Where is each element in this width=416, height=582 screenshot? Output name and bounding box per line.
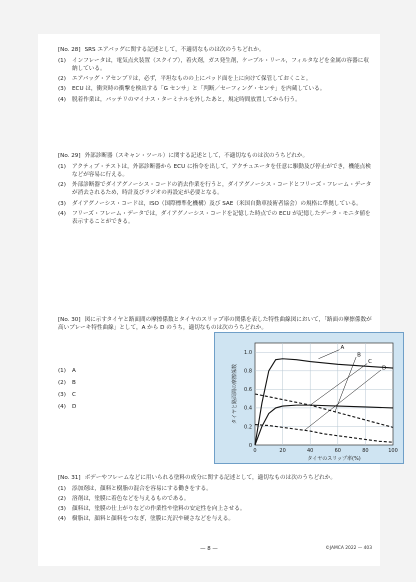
option-mark: (3) xyxy=(58,392,66,398)
option[interactable] xyxy=(58,57,374,73)
option-mark: (1) xyxy=(58,58,66,65)
option[interactable] xyxy=(58,85,374,93)
series-label-d: D xyxy=(381,365,387,372)
option[interactable] xyxy=(58,96,374,104)
option[interactable] xyxy=(58,75,374,83)
option-mark: (4) xyxy=(58,404,66,410)
question-number: [No. 30] xyxy=(58,317,81,323)
option-text: 樹脂は，顔料と顔料をつなぎ，塗膜に光沢や硬さなどを与える。 xyxy=(72,516,234,523)
exam-page xyxy=(38,34,398,566)
option-text: 脱着作業は，バッテリのマイナス・ターミナルを外したあと，規定時間放置してから行う。 xyxy=(72,96,301,103)
option[interactable] xyxy=(58,181,374,197)
option-text: 顔料は，塗膜の仕上がりなどの作業性や塗料の安定性を向上させる。 xyxy=(72,506,246,513)
option[interactable] xyxy=(58,368,128,374)
option[interactable] xyxy=(58,163,374,179)
option-text: B xyxy=(72,380,76,386)
question-29 xyxy=(58,152,374,228)
x-tick-label: 80 xyxy=(362,448,369,454)
option-mark: (2) xyxy=(58,496,66,503)
option[interactable] xyxy=(58,210,374,226)
option[interactable] xyxy=(58,200,374,208)
option[interactable] xyxy=(58,404,128,410)
series-label-a: A xyxy=(340,345,345,352)
option-text: 外部診断器でダイアグノーシス・コードの消去作業を行うと，ダイアグノーシス・コードとフリーズ・フレーム・データが消去されるため，時計及びラジオの再設定が必要となる。 xyxy=(72,182,372,197)
y-tick-label: 0.8 xyxy=(244,368,252,375)
x-axis-label: タイヤのスリップ率(%) xyxy=(307,456,361,462)
series-label-c: C xyxy=(368,359,373,366)
copyright-note: ©JAMCA 2022 — 403 xyxy=(325,546,372,551)
option-mark: (1) xyxy=(58,486,66,493)
question-31 xyxy=(58,474,374,526)
y-tick-label: 0.6 xyxy=(244,387,252,394)
option-mark: (3) xyxy=(58,200,66,207)
y-tick-label: 0.2 xyxy=(244,424,252,431)
option-mark: (2) xyxy=(58,182,66,189)
option-text: A xyxy=(72,368,76,374)
option-text: アクティブ・テストは，外部診断器から ECU に指令を出して，アクチュエータを任意に駆動及び停止ができ，機能点検などが容易に行える。 xyxy=(72,164,371,179)
option[interactable] xyxy=(58,392,128,398)
y-axis-label: タイヤと路面間の摩擦係数 xyxy=(232,364,238,424)
plot-area xyxy=(255,343,393,445)
y-tick-label: 0.4 xyxy=(244,405,252,412)
option[interactable] xyxy=(58,495,374,503)
question-number: [No. 28] xyxy=(58,47,81,53)
question-stem: 外部診断器（スキャン・ツール）に関する記述として，不適切なものは次のうちどれか。 xyxy=(84,153,309,159)
option-text: 添加剤は，顔料と樹脂の混合を容易にする働きをする。 xyxy=(72,486,212,493)
y-tick-label: 0 xyxy=(248,442,252,449)
option-text: C xyxy=(72,392,76,398)
chart-svg xyxy=(215,333,405,465)
x-tick-label: 40 xyxy=(307,448,314,454)
question-stem: SRS エアバッグに関する記述として，不適切なものは次のうちどれか。 xyxy=(84,47,265,53)
option-text: D xyxy=(72,404,77,410)
option-mark: (3) xyxy=(58,506,66,513)
option-text: ダイアグノーシス・コードは，ISO（国際標準化機構）及び SAE（米国自動車技術者協会）の規格に準拠している。 xyxy=(72,200,362,207)
friction-slip-chart xyxy=(214,332,404,464)
question-28 xyxy=(58,46,374,106)
option-mark: (2) xyxy=(58,380,66,386)
page-number: — 8 — xyxy=(200,546,218,552)
y-tick-label: 1.0 xyxy=(244,350,252,357)
option-mark: (3) xyxy=(58,86,66,93)
option[interactable] xyxy=(58,515,374,523)
option[interactable] xyxy=(58,505,374,513)
option-mark: (1) xyxy=(58,164,66,171)
option-mark: (4) xyxy=(58,516,66,523)
option[interactable] xyxy=(58,485,374,493)
chart-grid xyxy=(255,343,393,445)
option[interactable] xyxy=(58,380,128,386)
x-tick-label: 60 xyxy=(334,448,341,454)
x-tick-label: 0 xyxy=(253,448,257,454)
option-text: インフレータは，電気点火装置（スクイブ），着火剤，ガス発生剤，ケーブル・リール，フィルタなどを金属の容器に収納している。 xyxy=(72,58,369,73)
x-tick-label: 20 xyxy=(279,448,286,454)
option-text: フリーズ・フレーム・データでは，ダイアグノーシス・コードを記憶した時点での ECU が記憶したデータ・モニタ値を表示することができる。 xyxy=(72,210,371,225)
question-stem: 図に示すタイヤと路面間の摩擦係数とタイヤのスリップ率の関係を表した特性曲線図において，「路面の摩擦係数が高いブレーキ特性曲線」として，A から D のうち，適切なものは次のうちどれか。 xyxy=(58,317,372,332)
question-number: [No. 29] xyxy=(58,153,81,159)
option-mark: (4) xyxy=(58,96,66,103)
option-mark: (1) xyxy=(58,368,66,374)
option-text: エアバッグ・アセンブリは，必ず，平坦なものの上にパッド面を上に向けて保管しておくこと。 xyxy=(72,76,312,83)
option-mark: (4) xyxy=(58,210,66,217)
question-number: [No. 31] xyxy=(58,475,81,481)
option-mark: (2) xyxy=(58,76,66,83)
option-text: ECU は，衝突時の衝撃を検出する「G センサ」と「判断／セーフィング・センサ」を内蔵している。 xyxy=(72,86,326,93)
question-30-options xyxy=(58,362,128,416)
question-stem: ボデーやフレームなどに用いられる塗料の成分に関する記述として，適切なものは次のうちどれか。 xyxy=(84,475,336,481)
series-label-b: B xyxy=(357,352,361,359)
x-tick-label: 100 xyxy=(388,448,398,454)
option-text: 溶剤は，塗膜に着色などを与えるものである。 xyxy=(72,496,190,503)
